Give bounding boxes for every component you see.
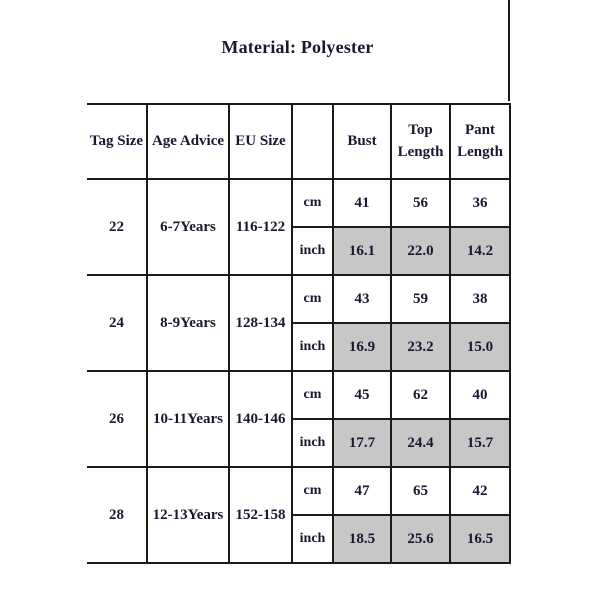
size-chart-table [87, 103, 511, 564]
bust-inch-value: 18.5 [333, 515, 391, 563]
tag-size-cell: 26 [87, 371, 147, 467]
tag-size-cell: 28 [87, 467, 147, 563]
eu-size-cell: 116-122 [229, 179, 292, 275]
pant-length-inch-value: 16.5 [450, 515, 510, 563]
unit-inch-cell: inch [292, 515, 333, 563]
pant-length-cm-value: 38 [450, 275, 510, 323]
bust-cm-value: 47 [333, 467, 391, 515]
unit-cm-cell: cm [292, 275, 333, 323]
unit-cm-cell: cm [292, 371, 333, 419]
unit-inch-cell: inch [292, 323, 333, 371]
unit-inch-cell: inch [292, 419, 333, 467]
tag-size-cell: 22 [87, 179, 147, 275]
header-pant-length: Pant Length [450, 104, 510, 179]
header-top-length: Top Length [391, 104, 450, 179]
title-block [87, 0, 510, 101]
unit-inch-cell: inch [292, 227, 333, 275]
top-length-inch-value: 22.0 [391, 227, 450, 275]
top-length-cm-value: 56 [391, 179, 450, 227]
bust-cm-value: 41 [333, 179, 391, 227]
header-tag-size: Tag Size [87, 104, 147, 179]
eu-size-cell: 128-134 [229, 275, 292, 371]
table-row [87, 275, 510, 323]
table-row [87, 467, 510, 515]
pant-length-cm-value: 36 [450, 179, 510, 227]
tag-size-cell: 24 [87, 275, 147, 371]
unit-cm-cell: cm [292, 179, 333, 227]
pant-length-cm-value: 40 [450, 371, 510, 419]
bust-inch-value: 16.9 [333, 323, 391, 371]
pant-length-cm-value: 42 [450, 467, 510, 515]
age-advice-cell: 10-11Years [147, 371, 229, 467]
age-advice-cell: 6-7Years [147, 179, 229, 275]
pant-length-inch-value: 15.0 [450, 323, 510, 371]
top-length-cm-value: 59 [391, 275, 450, 323]
top-length-cm-value: 65 [391, 467, 450, 515]
table-row [87, 179, 510, 227]
header-bust: Bust [333, 104, 391, 179]
top-length-inch-value: 25.6 [391, 515, 450, 563]
age-advice-cell: 8-9Years [147, 275, 229, 371]
bust-cm-value: 43 [333, 275, 391, 323]
bust-inch-value: 17.7 [333, 419, 391, 467]
top-length-cm-value: 62 [391, 371, 450, 419]
table-row [87, 371, 510, 419]
pant-length-inch-value: 14.2 [450, 227, 510, 275]
header-age-advice: Age Advice [147, 104, 229, 179]
top-length-inch-value: 24.4 [391, 419, 450, 467]
bust-inch-value: 16.1 [333, 227, 391, 275]
age-advice-cell: 12-13Years [147, 467, 229, 563]
header-unit [292, 104, 333, 179]
page-title: Material: Polyester [221, 37, 374, 57]
header-eu-size: EU Size [229, 104, 292, 179]
eu-size-cell: 152-158 [229, 467, 292, 563]
top-length-inch-value: 23.2 [391, 323, 450, 371]
eu-size-cell: 140-146 [229, 371, 292, 467]
header-row [87, 104, 510, 179]
bust-cm-value: 45 [333, 371, 391, 419]
unit-cm-cell: cm [292, 467, 333, 515]
pant-length-inch-value: 15.7 [450, 419, 510, 467]
